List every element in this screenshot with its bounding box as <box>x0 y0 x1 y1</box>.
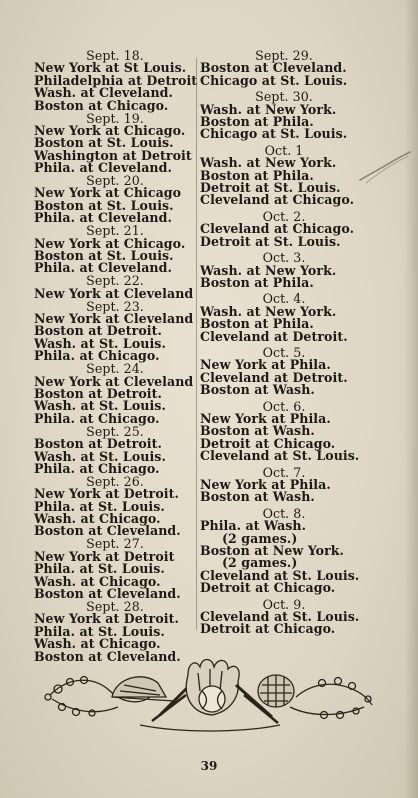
game-matchup: Cleveland at Chicago. <box>200 221 355 237</box>
schedule-day <box>200 344 368 398</box>
game-matchup: Detroit at St. Louis. <box>200 233 341 249</box>
game-matchup: Phila. at Chicago. <box>34 348 160 364</box>
schedule-date: Sept. 28. <box>86 598 144 614</box>
column-divider <box>196 58 197 630</box>
game-matchup: Wash. at Chicago. <box>34 511 161 527</box>
game-matchup: Boston at St. Louis. <box>34 248 174 263</box>
schedule-day <box>34 298 196 364</box>
game-matchup: Boston at Cleveland. <box>34 585 181 601</box>
game-matchup: Boston at New York. <box>200 543 344 559</box>
schedule-day <box>200 208 368 249</box>
game-matchup: Phila. at Chicago. <box>34 460 160 476</box>
page-number: 39 <box>200 759 218 773</box>
game-matchup: Wash. at Cleveland. <box>34 85 173 101</box>
game-matchup: Wash. at Chicago. <box>34 636 161 652</box>
game-matchup: Washington at Detroit <box>34 147 192 163</box>
game-matchup: Detroit at Chicago. <box>200 435 336 451</box>
schedule-day <box>34 423 196 476</box>
game-matchup: Phila. at St. Louis. <box>34 623 165 639</box>
schedule-day <box>200 142 368 208</box>
game-matchup: Chicago at St. Louis. <box>200 126 348 142</box>
schedule-day <box>200 50 368 87</box>
game-matchup: New York at Detroit. <box>34 486 179 502</box>
game-matchup: Wash. at New York. <box>200 262 337 278</box>
game-matchup: Boston at St. Louis. <box>34 135 174 151</box>
schedule-date: Oct. 2. <box>262 208 306 224</box>
game-matchup: Boston at Wash. <box>200 489 315 505</box>
schedule-day <box>34 225 196 275</box>
game-matchup: Philadelphia at Detroit <box>34 72 198 88</box>
game-matchup: Detroit at St. Louis. <box>200 180 341 196</box>
schedule-day <box>34 538 196 600</box>
schedule-day <box>34 275 196 300</box>
game-matchup: Cleveland at Detroit. <box>200 369 348 385</box>
schedule-date: Sept. 25. <box>86 423 144 439</box>
game-matchup: Boston at Detroit. <box>34 385 162 401</box>
schedule-date: Sept. 26. <box>86 473 144 489</box>
schedule-day <box>200 464 368 505</box>
schedule-date: Sept. 30. <box>255 89 313 105</box>
schedule-day <box>200 398 368 464</box>
game-matchup: Cleveland at St. Louis. <box>200 448 360 464</box>
schedule-date: Sept. 23. <box>86 298 144 314</box>
game-matchup: New York at Phila. <box>200 357 331 373</box>
game-matchup: Boston at Wash. <box>200 423 315 439</box>
schedule-date: Sept. 29. <box>255 48 313 63</box>
game-matchup: Boston at Phila. <box>200 274 314 290</box>
game-matchup: Phila. at St. Louis. <box>34 561 165 577</box>
game-matchup: Phila. at Cleveland. <box>34 160 172 176</box>
game-matchup: Boston at Cleveland. <box>34 648 181 664</box>
game-matchup: Cleveland at St. Louis. <box>200 567 360 583</box>
schedule-day <box>200 252 368 289</box>
game-matchup: Boston at Cleveland. <box>34 523 181 539</box>
game-matchup: Boston at Detroit. <box>34 436 162 452</box>
game-matchup: Detroit at Chicago. <box>200 621 336 637</box>
game-matchup: Boston at Phila. <box>200 114 314 130</box>
baseball-equipment-ornament-icon <box>40 655 378 735</box>
schedule-date: Sept. 19. <box>86 110 144 126</box>
schedule-day <box>200 596 368 637</box>
schedule-day <box>34 110 196 176</box>
game-matchup: Cleveland at Detroit. <box>200 328 348 344</box>
game-matchup: Wash. at New York. <box>200 155 337 171</box>
game-matchup: Boston at Phila. <box>200 316 314 332</box>
schedule-date: Sept. 20. <box>86 173 144 189</box>
schedule-date: Oct. 7. <box>262 464 306 480</box>
game-matchup: Cleveland at St. Louis. <box>200 609 360 625</box>
game-matchup: Wash. at St. Louis. <box>34 398 166 414</box>
game-matchup: New York at Chicago. <box>34 122 186 138</box>
schedule-date: Oct. 8. <box>262 505 306 521</box>
schedule-date: Oct. 6. <box>262 398 306 414</box>
game-matchup: Cleveland at Chicago. <box>200 192 355 208</box>
game-matchup: New York at St Louis. <box>34 60 187 76</box>
schedule-day <box>200 91 368 141</box>
game-matchup: Wash. at St. Louis. <box>34 448 166 464</box>
schedule-date: Oct. 3. <box>262 250 306 266</box>
game-matchup: Phila. at Wash. <box>200 518 307 534</box>
game-matchup: New York at Cleveland <box>34 311 194 327</box>
game-matchup: New York at Detroit <box>34 548 175 564</box>
game-matchup: New York at Cleveland <box>34 373 194 389</box>
game-matchup: New York at Phila. <box>200 477 331 492</box>
game-matchup: New York at Detroit. <box>34 611 179 627</box>
game-matchup: Boston at St. Louis. <box>34 197 174 213</box>
game-matchup: Boston at Cleveland. <box>200 60 347 76</box>
game-matchup: New York at Chicago <box>34 185 182 201</box>
schedule-date: Sept. 24. <box>86 361 144 377</box>
game-matchup: Detroit at Chicago. <box>200 580 336 596</box>
schedule-day <box>34 598 196 664</box>
game-matchup: New York at Cleveland <box>34 285 194 301</box>
game-matchup: Chicago at St. Louis. <box>200 72 348 88</box>
game-matchup: New York at Chicago. <box>34 235 186 251</box>
game-matchup: Wash. at New York. <box>200 303 337 319</box>
game-note: (2 games.) <box>222 530 298 546</box>
game-matchup: Phila. at Cleveland. <box>34 260 172 276</box>
game-matchup: New York at Phila. <box>200 410 331 426</box>
schedule-day <box>200 293 368 343</box>
schedule-date: Oct. 4. <box>262 291 306 307</box>
schedule-day <box>200 505 368 596</box>
game-matchup: Boston at Wash. <box>200 382 315 398</box>
schedule-date: Oct. 9. <box>262 596 306 612</box>
schedule-date: Oct. 5. <box>262 344 306 360</box>
schedule-date: Sept. 21. <box>86 223 144 239</box>
game-matchup: Boston at Chicago. <box>34 97 169 113</box>
game-matchup: Phila. at Cleveland. <box>34 210 172 226</box>
game-matchup: Phila. at Chicago. <box>34 410 160 426</box>
schedule-day <box>34 50 196 112</box>
game-matchup: Phila. at St. Louis. <box>34 498 165 514</box>
schedule-date: Sept. 22. <box>86 273 144 289</box>
schedule-column-right <box>200 50 368 640</box>
schedule-date: Oct. 1 <box>264 142 304 158</box>
schedule-date: Sept. 27. <box>86 536 144 552</box>
game-matchup: Wash. at New York. <box>200 101 337 117</box>
page-edge-shadow <box>404 0 418 798</box>
schedule-column-left <box>34 50 196 663</box>
game-note: (2 games.) <box>222 555 298 571</box>
game-matchup: Wash. at Chicago. <box>34 573 161 589</box>
game-matchup: Wash. at St. Louis. <box>34 335 166 351</box>
schedule-day <box>34 363 196 425</box>
game-matchup: Boston at Detroit. <box>34 323 162 339</box>
schedule-day <box>34 175 196 225</box>
schedule-date: Sept. 18. <box>86 48 144 63</box>
schedule-day <box>34 473 196 539</box>
game-matchup: Boston at Phila. <box>200 167 314 183</box>
